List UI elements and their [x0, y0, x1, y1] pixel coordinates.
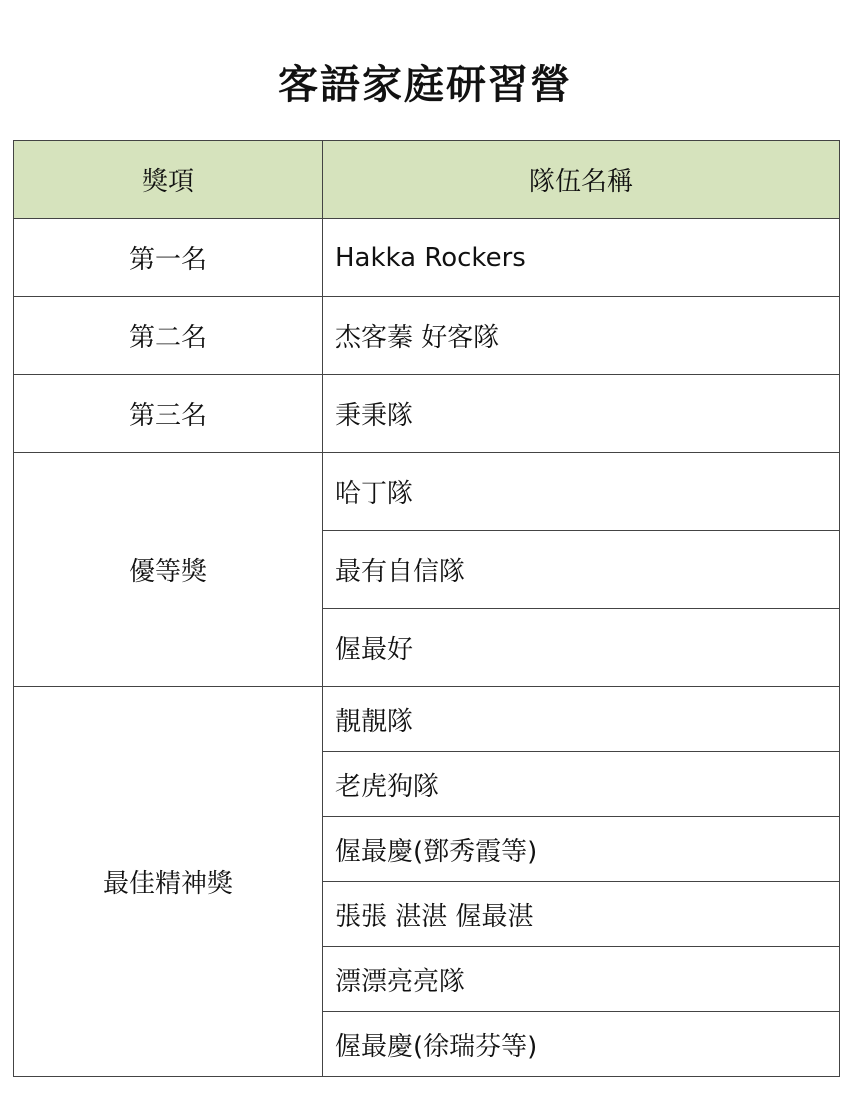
- award-name: 優等獎: [14, 453, 323, 687]
- table-row: [14, 687, 840, 752]
- award-name: 第一名: [14, 219, 323, 297]
- team-name: 偓最慶(徐瑞芬等): [323, 1012, 840, 1077]
- award-name: 第三名: [14, 375, 323, 453]
- team-name: 張張 湛湛 偓最湛: [323, 882, 840, 947]
- team-name: 靚靚隊: [323, 687, 840, 752]
- team-name: 秉秉隊: [323, 375, 840, 453]
- header-team: 隊伍名稱: [323, 141, 840, 219]
- header-row: [14, 141, 840, 219]
- team-name: Hakka Rockers: [323, 219, 840, 297]
- award-name: 最佳精神獎: [14, 687, 323, 1077]
- team-name: 哈丁隊: [323, 453, 840, 531]
- team-name: 偓最好: [323, 609, 840, 687]
- table-row: [14, 219, 840, 297]
- team-name: 偓最慶(鄧秀霞等): [323, 817, 840, 882]
- table-row: [14, 453, 840, 531]
- award-table: [13, 140, 840, 1077]
- team-name: 最有自信隊: [323, 531, 840, 609]
- table-row: [14, 297, 840, 375]
- header-award: 獎項: [14, 141, 323, 219]
- table-row: [14, 375, 840, 453]
- page-title: 客語家庭研習營: [278, 62, 572, 108]
- team-name: 老虎狗隊: [323, 752, 840, 817]
- team-name: 杰客蓁 好客隊: [323, 297, 840, 375]
- team-name: 漂漂亮亮隊: [323, 947, 840, 1012]
- award-name: 第二名: [14, 297, 323, 375]
